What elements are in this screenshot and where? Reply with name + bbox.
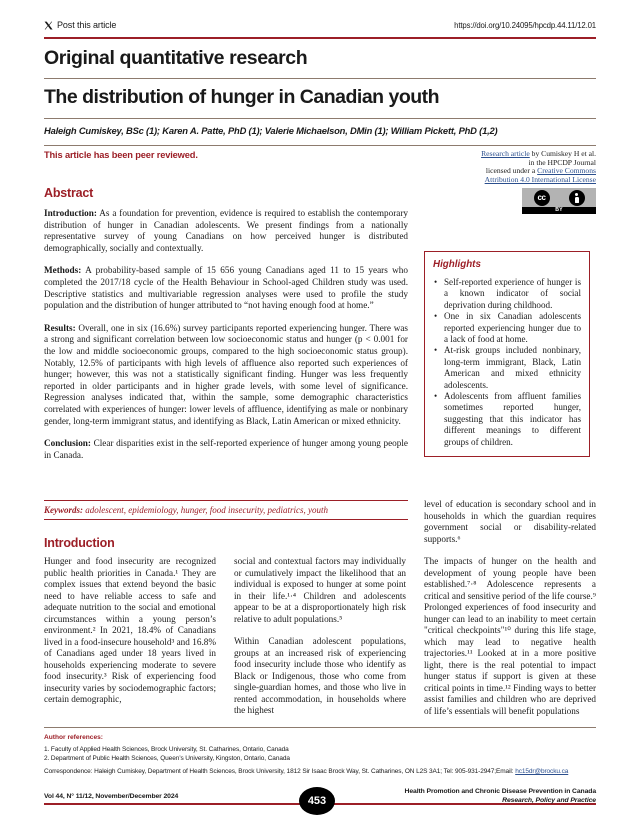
abstract-paragraph: [44, 438, 408, 461]
correspondence: [44, 767, 596, 776]
highlights-box: [424, 251, 590, 457]
body-paragraph: Within Canadian adolescent populations, groups at an increased risk of experiencing food insecurity include those who identify as Black or Indigenous, those who come from single-guardian homes, and those who live in rented accommodation, in households where the highest: [234, 636, 406, 715]
footer-divider: [44, 727, 596, 728]
journal-info: [405, 787, 596, 806]
list-item: • At-risk groups included nonbinary, long-term immigrant, Black, Latin American and mixed ethnicity adolescents.: [444, 345, 581, 391]
introduction-column-1: [44, 556, 216, 706]
abstract-lead: Results:: [44, 322, 76, 333]
research-article-link[interactable]: Research article: [481, 149, 530, 158]
divider-3: [44, 145, 596, 146]
abstract-text: Overall, one in six (16.6%) survey participants reported experiencing hunger. There was a strong and significant correlation between low socioeconomic status and hunger (p < 0.001 for the low and middle socioeconomic groups, compared to the high socioeconomic status group). Notably, 12.5% of participants with high levels of affluence also reported such experiences of hunger; however, this was not a statistically significant finding. Hunger was less frequently reported in older participants and in higher grade levels, with some level of significance. Regression analyses indicated that, within the sample, some demographic characteristics correlated with experiences of hunger: lower levels of affluence, identifying as male or nonbinary gender, long-term immigrant status, and identifying as Black, Latin American or mixed ethnicity.: [44, 322, 408, 426]
affiliations: [44, 745, 596, 763]
affiliation-item: 2. Department of Public Health Sciences, Queen’s University, Kingston, Ontario, Canada: [44, 755, 290, 762]
license-prefix: licensed under a: [485, 166, 538, 176]
top-bar: [44, 20, 596, 30]
post-this-article-link[interactable]: [44, 20, 116, 30]
introduction-column-3: [424, 499, 596, 717]
page-number-badge: 453: [299, 787, 335, 815]
journal-name: Health Promotion and Chronic Disease Prevention in Canada: [404, 788, 596, 795]
person-icon: [569, 190, 585, 206]
body-paragraph: level of education is secondary school and in households in which the guardian requires government social or disability-related supports.⁶: [424, 499, 596, 544]
divider-1: [44, 78, 596, 79]
body-paragraph: Hunger and food insecurity are recognized public health priorities in Canada.¹ They are complex issues that extend beyond the basic need to have reliable access to safe and adequate nutrition to the social and emotional circumstances within a young person’s environment.² In 2021, 18.4% of Canadians lived in a food-insecure household³ and 16.8% of Canadians aged under 18 years lived in households experiencing moderate to severe food insecurity.³ Risk of experiencing food insecurity varies by sociodemographic factors; certain demographic,: [44, 556, 216, 704]
license-credit: [436, 150, 596, 184]
author-list: Haleigh Cumiskey, BSc (1); Karen A. Patte, PhD (1); Valerie Michaelson, DMin (1); William Pickett, PhD (1,2): [44, 125, 498, 136]
abstract-paragraph: [44, 265, 408, 311]
creative-commons-badge[interactable]: [522, 188, 596, 214]
cc-icon: cc: [534, 190, 550, 206]
abstract-paragraph: [44, 323, 408, 427]
peer-review-notice: This article has been peer reviewed.: [44, 150, 198, 160]
body-paragraph: The impacts of hunger on the health and development of young people have been established.⁷⋅⁸ Adolescence represents a critical and sensitive period of the life course.⁹ Prolonged experiences of food insecurity and hunger can lead to an inability to meet certain "critical checkpoints"¹⁰ during this life stage, which may lead to negative health trajectories.¹¹ Looked at in a more positive light, there is the real potential to impact hunger status if support is given at these critical points in time.¹² Finding ways to better assist families and children who are deprived of life’s essentials will benefit populations: [424, 556, 596, 716]
abstract-lead: Conclusion:: [44, 438, 91, 449]
license-credit-author: by Cumiskey H et al.: [529, 149, 596, 158]
abstract-paragraph: [44, 208, 408, 254]
keywords-value: adolescent, epidemiology, hunger, food insecurity, pediatrics, youth: [83, 505, 328, 515]
body-paragraph: social and contextual factors may individually or cumulatively impact the likelihood that an individual is exposed to hunger at some point in their life.¹⋅⁴ Children and adolescents appear to be at a disproportionately high risk relative to adult populations.⁵: [234, 556, 406, 624]
divider-2: [44, 118, 596, 119]
abstract-text: Clear disparities exist in the self-reported experience of hunger among young people in Canada.: [44, 438, 408, 460]
highlights-heading: Highlights: [433, 259, 481, 270]
correspondence-text: Haleigh Cumiskey, Department of Health Sciences, Brock University, 1812 Sir Isaac Brock Way, St. Catharines, ON L2S 3A1; Tel: 905-931-2947;Email:: [92, 768, 516, 775]
keywords-rule-top: [44, 500, 408, 501]
x-twitter-icon: [44, 21, 53, 30]
abstract-text: As a foundation for prevention, evidence is required to establish the contemporary distribution of hunger in Canadian adolescents. We present findings from a nationally representative survey of young Canadians on how perceived hunger is distributed demographically, socially and contextually.: [44, 208, 408, 253]
list-item: • Adolescents from affluent families sometimes reported hunger, suggesting that this indicator has different meanings to different groups of children.: [444, 391, 581, 448]
list-item: • Self-reported experience of hunger is a known indicator of social deprivation during childhood.: [444, 277, 581, 311]
abstract-heading: Abstract: [44, 186, 94, 200]
correspondence-label: Correspondence:: [44, 768, 93, 775]
license-journal: in the HPCDP Journal: [528, 157, 596, 167]
journal-tagline: Research, Policy and Practice: [502, 797, 596, 805]
cc-by-license-link[interactable]: Attribution 4.0 International License: [484, 174, 596, 184]
keywords: [44, 504, 408, 516]
doi-url[interactable]: https://doi.org/10.24095/hpcdp.44.11/12.01: [454, 21, 596, 30]
article-kicker: Original quantitative research: [44, 47, 308, 69]
post-this-article-label: Post this article: [57, 20, 117, 30]
cc-by-label: BY: [522, 207, 596, 214]
abstract-lead: Methods:: [44, 265, 82, 276]
header-rule: [44, 37, 596, 39]
highlights-list: [433, 277, 581, 448]
keywords-rule-bottom: [44, 519, 408, 520]
introduction-heading: Introduction: [44, 536, 115, 550]
list-item: • One in six Canadian adolescents reported experiencing hunger due to a lack of food at home.: [444, 311, 581, 345]
cc-badge-icons: [522, 188, 596, 207]
creative-commons-link[interactable]: Creative Commons: [537, 166, 596, 176]
correspondence-email-link[interactable]: hc15dr@brocku.ca: [515, 768, 569, 775]
page-title: The distribution of hunger in Canadian youth: [44, 86, 440, 108]
keywords-label: Keywords:: [44, 505, 83, 515]
abstract-lead: Introduction:: [44, 208, 97, 218]
volume-info: Vol 44, N° 11/12, November/December 2024: [44, 793, 179, 800]
introduction-column-2: [234, 556, 406, 717]
abstract-body: [44, 208, 408, 461]
author-references-heading: Author references:: [44, 734, 103, 741]
abstract-text: A probability-based sample of 15 656 young Canadians aged 11 to 15 years who completed the 2017/18 cycle of the Health Behaviour in School-aged Children study was used. Descriptive statistics and multivariable regression analyses were used to profile the study population and the distribution of hunger attributed to “not having enough food at home.”: [44, 265, 408, 311]
affiliation-item: 1. Faculty of Applied Health Sciences, Brock University, St. Catharines, Ontario, Canada: [44, 746, 289, 753]
